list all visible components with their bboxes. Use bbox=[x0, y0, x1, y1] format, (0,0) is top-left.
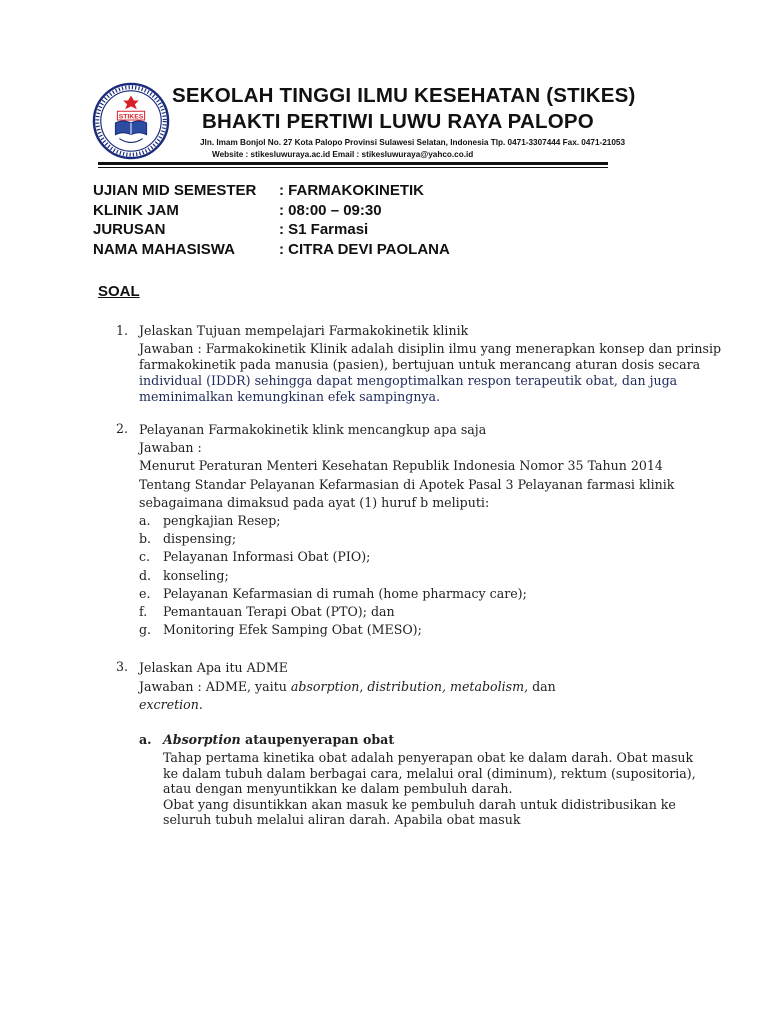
paragraph-line: ke dalam tubuh dalam berbagai cara, melalui oral (diminum), rektum (supositoria), bbox=[163, 765, 696, 781]
question-body bbox=[139, 323, 722, 405]
question-number: 2. bbox=[116, 421, 129, 436]
question-text: Jelaskan Apa itu ADME bbox=[139, 660, 288, 675]
logo-text: STIKES bbox=[118, 113, 144, 121]
question-text: Jelaskan Tujuan mempelajari Farmakokinetik klinik bbox=[139, 323, 469, 338]
subsection-title-rest: ataupenyerapan obat bbox=[240, 731, 395, 747]
list-text: konseling; bbox=[163, 567, 229, 583]
exam-info-value: : CITRA DEVI PAOLANA bbox=[279, 240, 450, 258]
exam-info-label: KLINIK JAM bbox=[93, 201, 179, 219]
exam-info-label: NAMA MAHASISWA bbox=[93, 240, 235, 258]
list-text: Monitoring Efek Samping Obat (MESO); bbox=[163, 622, 422, 638]
paragraph-line: atau dengan menyuntikkan ke dalam pembuluh darah. bbox=[163, 781, 513, 796]
subsection-letter: a. bbox=[139, 731, 152, 747]
header-rule-thin bbox=[98, 167, 608, 168]
subsection-paragraph bbox=[163, 750, 696, 828]
question-number: 1. bbox=[116, 323, 129, 338]
list-item bbox=[139, 530, 699, 548]
exam-info-label: JURUSAN bbox=[93, 221, 166, 238]
exam-info-value: : S1 Farmasi bbox=[279, 221, 369, 238]
answer-italic: absorption, distribution, metabolism, bbox=[290, 678, 529, 694]
paragraph-line: Obat yang disuntikkan akan masuk ke pembuluh darah untuk didistribusikan ke bbox=[163, 796, 676, 812]
list-text: Pelayanan Kefarmasian di rumah (home pharmacy care); bbox=[163, 585, 527, 601]
paragraph-line: seluruh tubuh melalui aliran darah. Apabila obat masuk bbox=[163, 812, 521, 827]
institution-subname: BHAKTI PERTIWI LUWU RAYA PALOPO bbox=[202, 110, 594, 133]
answer-line bbox=[139, 678, 699, 697]
answer-line: Menurut Peraturan Menteri Kesehatan Republik Indonesia Nomor 35 Tahun 2014 bbox=[139, 458, 663, 474]
answer-prefix: Jawaban : ADME, yaitu bbox=[139, 678, 291, 694]
question-number: 3. bbox=[116, 659, 129, 674]
list-text: dispensing; bbox=[163, 531, 237, 547]
answer-line: excretion. bbox=[139, 697, 203, 712]
list-letter: b. bbox=[139, 531, 152, 547]
question-body bbox=[139, 421, 699, 639]
list-letter: f. bbox=[139, 603, 148, 619]
answer-label: Jawaban : bbox=[139, 440, 202, 456]
exam-info-label: UJIAN MID SEMESTER bbox=[93, 182, 257, 199]
institution-name: SEKOLAH TINGGI ILMU KESEHATAN (STIKES) bbox=[172, 84, 636, 107]
list-letter: c. bbox=[139, 549, 151, 565]
list-text: Pemantauan Terapi Obat (PTO); dan bbox=[163, 603, 395, 619]
question-body bbox=[139, 659, 699, 827]
exam-info-value: : 08:00 – 09:30 bbox=[279, 201, 382, 219]
header-rule-thick bbox=[98, 162, 608, 165]
list-text: pengkajian Resep; bbox=[163, 513, 281, 529]
answer-line: sebagaimana dimaksud pada ayat (1) huruf b meliputi: bbox=[139, 494, 490, 510]
list-item bbox=[139, 567, 699, 585]
soal-heading: SOAL bbox=[98, 283, 140, 300]
answer-line: individual (IDDR) sehingga dapat mengoptimalkan respon terapeutik obat, dan juga bbox=[139, 373, 678, 388]
list-letter: e. bbox=[139, 585, 151, 601]
list-item bbox=[139, 621, 699, 639]
paragraph-line: Tahap pertama kinetika obat adalah penyerapan obat ke dalam darah. Obat masuk bbox=[163, 750, 694, 765]
subsection-heading bbox=[139, 731, 699, 749]
answer-line: Tentang Standar Pelayanan Kefarmasian di Apotek Pasal 3 Pelayanan farmasi klinik bbox=[139, 476, 675, 492]
institution-address: Jln. Imam Bonjol No. 27 Kota Palopo Provinsi Sulawesi Selatan, Indonesia Tlp. 0471-3307444 Fax. 0471-21053 bbox=[200, 138, 626, 147]
list-item bbox=[139, 603, 699, 621]
list-letter: a. bbox=[139, 513, 151, 529]
list-letter: d. bbox=[139, 567, 152, 583]
list-text: Pelayanan Informasi Obat (PIO); bbox=[163, 549, 371, 565]
answer-line: meminimalkan kemungkinan efek sampingnya. bbox=[139, 389, 441, 404]
list-item bbox=[139, 585, 699, 603]
subsection-title bbox=[163, 731, 394, 750]
list-item bbox=[139, 548, 699, 566]
exam-info-value: : FARMAKOKINETIK bbox=[279, 182, 424, 199]
stikes-logo-icon bbox=[92, 82, 170, 160]
institution-contact: Website : stikesluwuraya.ac.id Email : stikesluwuraya@yahco.co.id bbox=[212, 150, 474, 159]
letterhead bbox=[92, 80, 636, 172]
list-letter: g. bbox=[139, 622, 152, 638]
answer-line: farmakokinetik pada manusia (pasien), bertujuan untuk merancang aturan dosis secara bbox=[139, 357, 701, 372]
question-text: Pelayanan Farmakokinetik klink mencangkup apa saja bbox=[139, 422, 487, 437]
answer-suffix: dan bbox=[528, 678, 556, 694]
subsection-title-italic: Absorption bbox=[163, 731, 241, 747]
list-item bbox=[139, 512, 699, 530]
answer-line: Jawaban : Farmakokinetik Klinik adalah disiplin ilmu yang menerapkan konsep dan prinsip bbox=[139, 341, 722, 356]
